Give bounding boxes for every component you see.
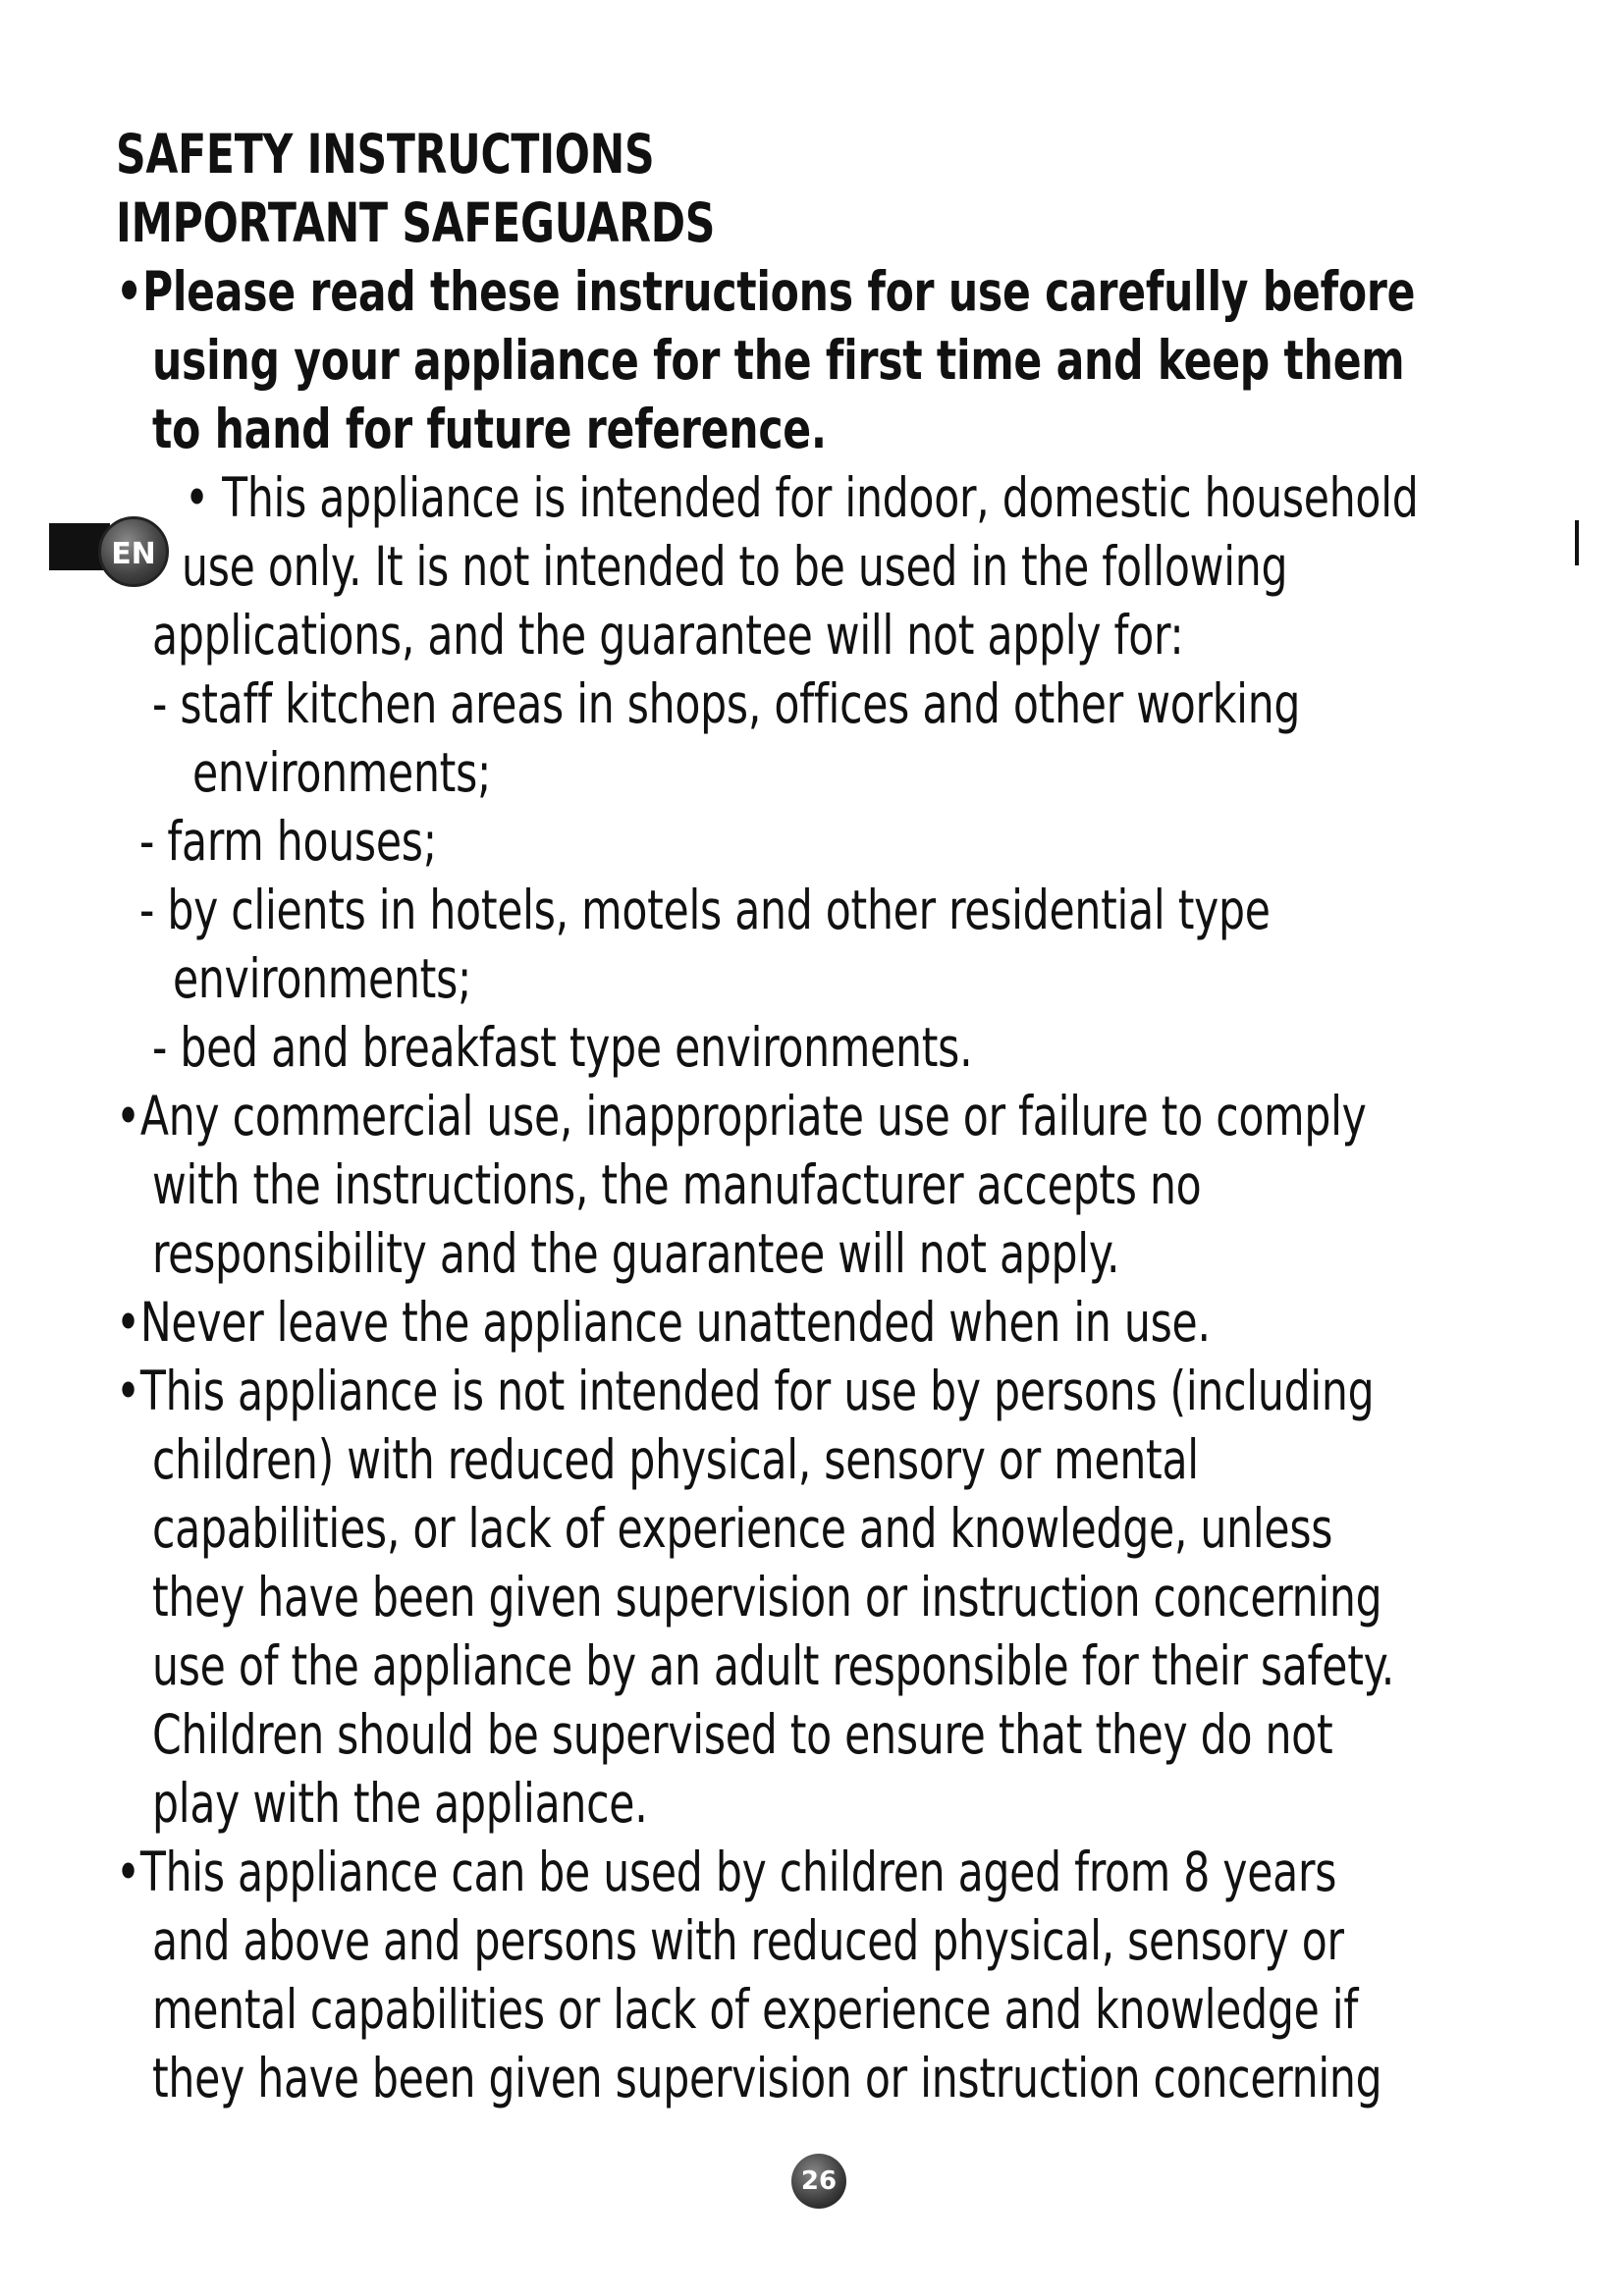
list-item-continuation: environments; (173, 947, 472, 1010)
page-number: 26 (791, 2154, 846, 2209)
commercial-line-2: with the instructions, the manufacturer accepts no (152, 1153, 1202, 1216)
persons-line-2: children) with reduced physical, sensory or mental (152, 1428, 1199, 1491)
language-badge: EN (98, 516, 169, 587)
persons-line-3: capabilities, or lack of experience and knowledge, unless (152, 1497, 1333, 1560)
children-line-2: and above and persons with reduced physical, sensory or (152, 1909, 1344, 1972)
persons-line-1: •This appliance is not intended for use by persons (including (116, 1360, 1375, 1422)
indoor-line-1: • This appliance is intended for indoor, domestic household (185, 466, 1419, 529)
persons-line-7: play with the appliance. (152, 1772, 648, 1835)
section-subtitle: IMPORTANT SAFEGUARDS (116, 191, 716, 254)
persons-line-6: Children should be supervised to ensure that they do not (152, 1703, 1333, 1766)
children-line-1: •This appliance can be used by children aged from 8 years (116, 1841, 1337, 1903)
indoor-line-2: use only. It is not intended to be used in the following (182, 535, 1288, 598)
section-title: SAFETY INSTRUCTIONS (116, 123, 655, 186)
indoor-line-3: applications, and the guarantee will not apply for: (152, 604, 1184, 667)
list-item: - staff kitchen areas in shops, offices and other working (152, 672, 1301, 735)
persons-line-5: use of the appliance by an adult responsible for their safety. (152, 1634, 1395, 1697)
children-line-3: mental capabilities or lack of experience and knowledge if (152, 1978, 1359, 2041)
commercial-line-1: •Any commercial use, inappropriate use or failure to comply (116, 1085, 1367, 1148)
list-item: - bed and breakfast type environments. (152, 1016, 973, 1079)
edge-mark (1575, 520, 1579, 565)
intro-line-1: •Please read these instructions for use carefully before (116, 260, 1416, 323)
list-item: - farm houses; (139, 810, 437, 873)
list-item-continuation: environments; (192, 741, 492, 804)
commercial-line-3: responsibility and the guarantee will not apply. (152, 1222, 1120, 1285)
persons-line-4: they have been given supervision or instruction concerning (152, 1566, 1382, 1629)
list-item: - by clients in hotels, motels and other residential type (139, 879, 1271, 941)
intro-line-2: using your appliance for the first time and keep them (152, 329, 1405, 392)
unattended-line: •Never leave the appliance unattended when in use. (116, 1291, 1211, 1354)
children-line-4: they have been given supervision or instruction concerning (152, 2047, 1382, 2109)
intro-line-3: to hand for future reference. (152, 398, 827, 460)
